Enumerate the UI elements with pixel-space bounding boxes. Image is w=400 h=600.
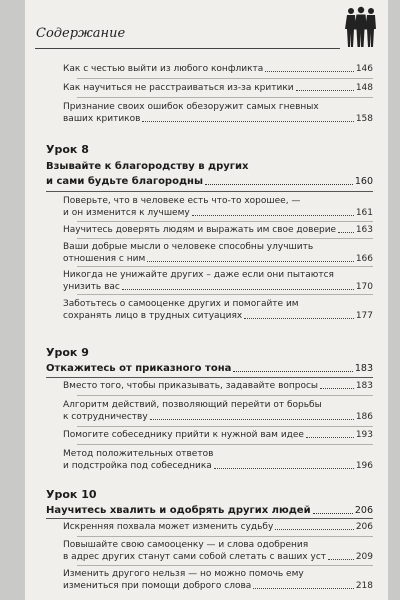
- entry-divider: [77, 294, 373, 295]
- dot-leader: [244, 318, 354, 319]
- toc-entry[interactable]: [63, 380, 373, 392]
- entry-divider: [77, 565, 373, 566]
- toc-page-number: 218: [355, 581, 373, 591]
- lesson-title[interactable]: [46, 159, 373, 189]
- entry-divider: [77, 536, 373, 537]
- toc-entry-title: Искренняя похвала может изменить судьбу: [63, 522, 274, 532]
- toc-page-number: 206: [354, 505, 373, 516]
- dot-leader: [122, 289, 354, 290]
- lesson-title-text: Откажитесь от приказного тона: [46, 363, 232, 374]
- dot-leader: [233, 371, 353, 372]
- toc-entry-title: к сотрудничеству: [63, 412, 148, 422]
- toc-entry-title-line1: Ваши добрые мысли о человеке способны улучшить: [63, 242, 314, 252]
- toc-page-number: 193: [355, 430, 373, 440]
- toc-page-number: 186: [355, 412, 373, 422]
- toc-page-number: 158: [355, 114, 373, 124]
- toc-entry-title-line1: Заботьтесь о самооценке других и помогайте им: [63, 299, 299, 309]
- toc-entry[interactable]: [63, 539, 373, 563]
- entry-divider: [77, 266, 373, 267]
- toc-entry[interactable]: [63, 63, 373, 75]
- toc-entry-title: Как с честью выйти из любого конфликта: [63, 64, 264, 74]
- toc-page-number: 183: [355, 381, 373, 391]
- people-silhouettes-icon: [343, 6, 379, 48]
- toc-entry-title: и подстройка под собеседника: [63, 461, 212, 471]
- toc-entry-title-line1: Никогда не унижайте других – даже если они пытаются: [63, 270, 334, 280]
- entry-divider: [77, 221, 373, 222]
- toc-entry[interactable]: [63, 269, 373, 293]
- dot-leader: [306, 437, 354, 438]
- toc-entry[interactable]: [63, 195, 373, 219]
- dot-leader: [296, 90, 354, 91]
- toc-page-number: 160: [354, 176, 373, 187]
- page-header: [25, 0, 388, 52]
- toc-page-number: 206: [355, 522, 373, 532]
- toc-entry-title-line1: Поверьте, что в человеке есть что-то хорошее, —: [63, 196, 301, 206]
- toc-entry-title: в адрес других станут сами собой слетать с ваших уст: [63, 552, 327, 562]
- lesson-label: Урок 8: [46, 143, 89, 156]
- toc-entry-title-line1: Алгоритм действий, позволяющий перейти от борьбы: [63, 400, 322, 410]
- toc-page-number: 161: [355, 208, 373, 218]
- dot-leader: [214, 468, 354, 469]
- toc-entry-title: Научитесь доверять людям и выражать им свое доверие: [63, 225, 337, 235]
- toc-entry[interactable]: [63, 521, 373, 533]
- toc-entry[interactable]: [63, 101, 373, 125]
- toc-entry-title: Вместо того, чтобы приказывать, задавайте вопросы: [63, 381, 319, 391]
- toc-entry-title: сохранять лицо в трудных ситуациях: [63, 311, 243, 321]
- dot-leader: [147, 261, 354, 262]
- book-page: [25, 0, 388, 600]
- header-divider: [35, 48, 340, 49]
- lesson-label: Урок 10: [46, 488, 97, 501]
- lesson-title-line2: и сами будьте благородны: [46, 176, 203, 187]
- toc-entry-title: измениться при помощи доброго слова: [63, 581, 252, 591]
- toc-page-number: 146: [355, 64, 373, 74]
- lesson-title-divider: [46, 518, 373, 519]
- toc-entry[interactable]: [63, 224, 373, 236]
- toc-entry[interactable]: [63, 399, 373, 423]
- toc-entry[interactable]: [63, 568, 373, 592]
- toc-entry-title-line1: Изменить другого нельзя — но можно помочь ему: [63, 569, 304, 579]
- lesson-title-text: Научитесь хвалить и одобрять других людей: [46, 505, 311, 516]
- toc-entry-title-line1: Признание своих ошибок обезоружит самых гневных: [63, 102, 319, 112]
- page-title: Содержание: [36, 26, 126, 41]
- entry-divider: [77, 426, 373, 427]
- entry-divider: [77, 78, 373, 79]
- toc-entry[interactable]: [63, 241, 373, 265]
- toc-page-number: 148: [355, 83, 373, 93]
- dot-leader: [265, 71, 354, 72]
- entry-divider: [77, 238, 373, 239]
- toc-page-number: 170: [355, 282, 373, 292]
- toc-entry[interactable]: [63, 82, 373, 94]
- toc-page-number: 163: [355, 225, 373, 235]
- dot-leader: [320, 388, 354, 389]
- dot-leader: [142, 121, 353, 122]
- toc-page-number: 196: [355, 461, 373, 471]
- dot-leader: [150, 419, 354, 420]
- dot-leader: [205, 184, 353, 185]
- dot-leader: [338, 232, 354, 233]
- toc-entry[interactable]: [63, 429, 373, 441]
- toc-page-number: 209: [355, 552, 373, 562]
- toc-page-number: 183: [354, 363, 373, 374]
- lesson-title-divider: [46, 191, 373, 192]
- toc-page-number: 166: [355, 254, 373, 264]
- toc-entry-title-line1: Метод положительных ответов: [63, 449, 214, 459]
- toc-entry[interactable]: [63, 448, 373, 472]
- dot-leader: [253, 588, 354, 589]
- dot-leader: [328, 559, 354, 560]
- entry-divider: [77, 395, 373, 396]
- entry-divider: [77, 97, 373, 98]
- toc-entry-title: отношения с ним: [63, 254, 146, 264]
- toc-entry-title: Помогите собеседнику прийти к нужной вам идее: [63, 430, 304, 440]
- toc-entry-title: и он изменится к лучшему: [63, 208, 190, 218]
- dot-leader: [275, 529, 353, 530]
- dot-leader: [192, 215, 354, 216]
- toc-entry-title: унизить вас: [63, 282, 120, 292]
- dot-leader: [313, 513, 353, 514]
- toc-entry-title-line1: Повышайте свою самооценку — и слова одобрения: [63, 540, 309, 550]
- lesson-title-divider: [46, 377, 373, 378]
- lesson-label: Урок 9: [46, 346, 89, 359]
- toc-entry-title: ваших критиков: [63, 114, 141, 124]
- lesson-title-line1: Взывайте к благородству в других: [46, 161, 249, 172]
- toc-page-number: 177: [355, 311, 373, 321]
- lesson-title[interactable]: [46, 503, 373, 518]
- toc-entry-title: Как научиться не расстраиваться из-за критики: [63, 83, 294, 93]
- lesson-title[interactable]: [46, 361, 373, 376]
- entry-divider: [77, 444, 373, 445]
- toc-entry[interactable]: [63, 298, 373, 322]
